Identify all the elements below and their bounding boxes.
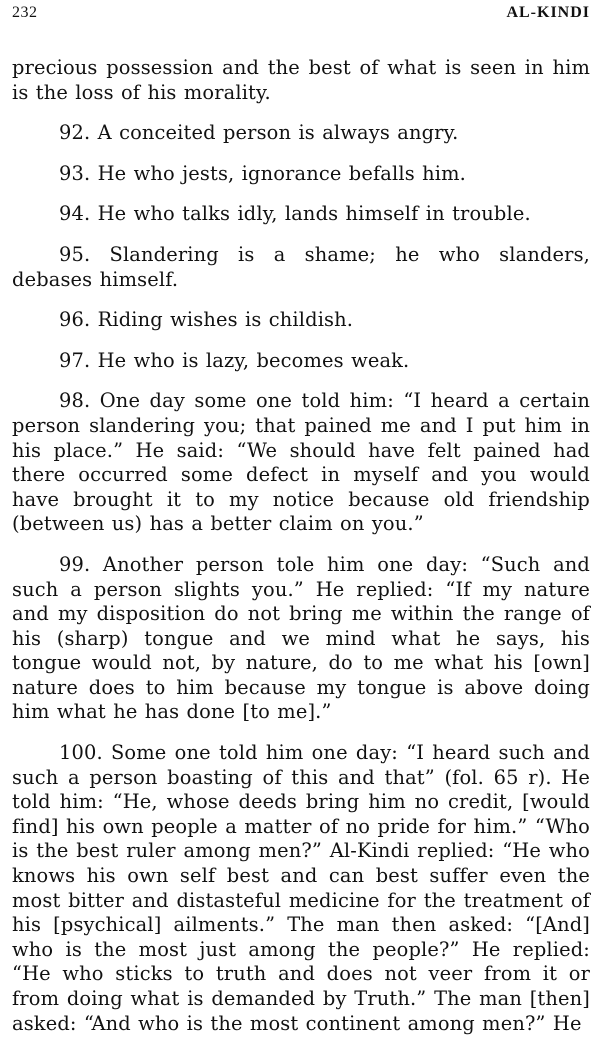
paragraph-98: 98. One day some one told him: “I heard a certain person slandering you; that pained me and I put him in his place.” He said: “We should have felt pained had there occurred some defect in myself and you would have brought it to my notice because old friendship (between us) has a better claim on you.” <box>12 389 590 536</box>
page-number: 232 <box>12 4 38 21</box>
paragraph-100: 100. Some one told him one day: “I heard such and such a person boasting of this and that” (fol. 65 r). He told him: “He, whose deeds bring him no credit, [would find] his own people a matter of no pride for him.” “Who is the best ruler among men?” Al-Kindi replied: “He who knows his own self best and can best suffer even the most bitter and distasteful medicine for the treatment of his [psychical] ailments.” The man then asked: “[And] who is the most just among the people?” He replied: “He who sticks to truth and does not veer from it or from doing what is demanded by Truth.” The man [then] asked: “And who is the most continent among men?” He <box>12 741 590 1035</box>
paragraph-95: 95. Slandering is a shame; he who slanders, debases himself. <box>12 242 590 291</box>
paragraph-92: 92. A conceited person is always angry. <box>59 121 459 145</box>
paragraph-99: 99. Another person tole him one day: “Such and such a person slights you.” He replied: “If my nature and my disposition do not bring me within the range of his (sharp) tongue and we mind what he says, his tongue would not, by nature, do to me what his [own] nature does to him because my tongue is above doing him what he has done [to me].” <box>12 552 590 724</box>
page-header <box>12 4 590 26</box>
paragraph-97: 97. He who is lazy, becomes weak. <box>59 348 410 372</box>
paragraph-94: 94. He who talks idly, lands himself in trouble. <box>59 202 531 226</box>
paragraph-continuation: precious possession and the best of what is seen in him is the loss of his morality. <box>12 56 590 104</box>
running-head: AL-KINDI <box>506 4 590 21</box>
body-text <box>12 56 590 1052</box>
paragraph-93: 93. He who jests, ignorance befalls him. <box>59 161 466 185</box>
paragraph-96: 96. Riding wishes is childish. <box>59 308 354 332</box>
